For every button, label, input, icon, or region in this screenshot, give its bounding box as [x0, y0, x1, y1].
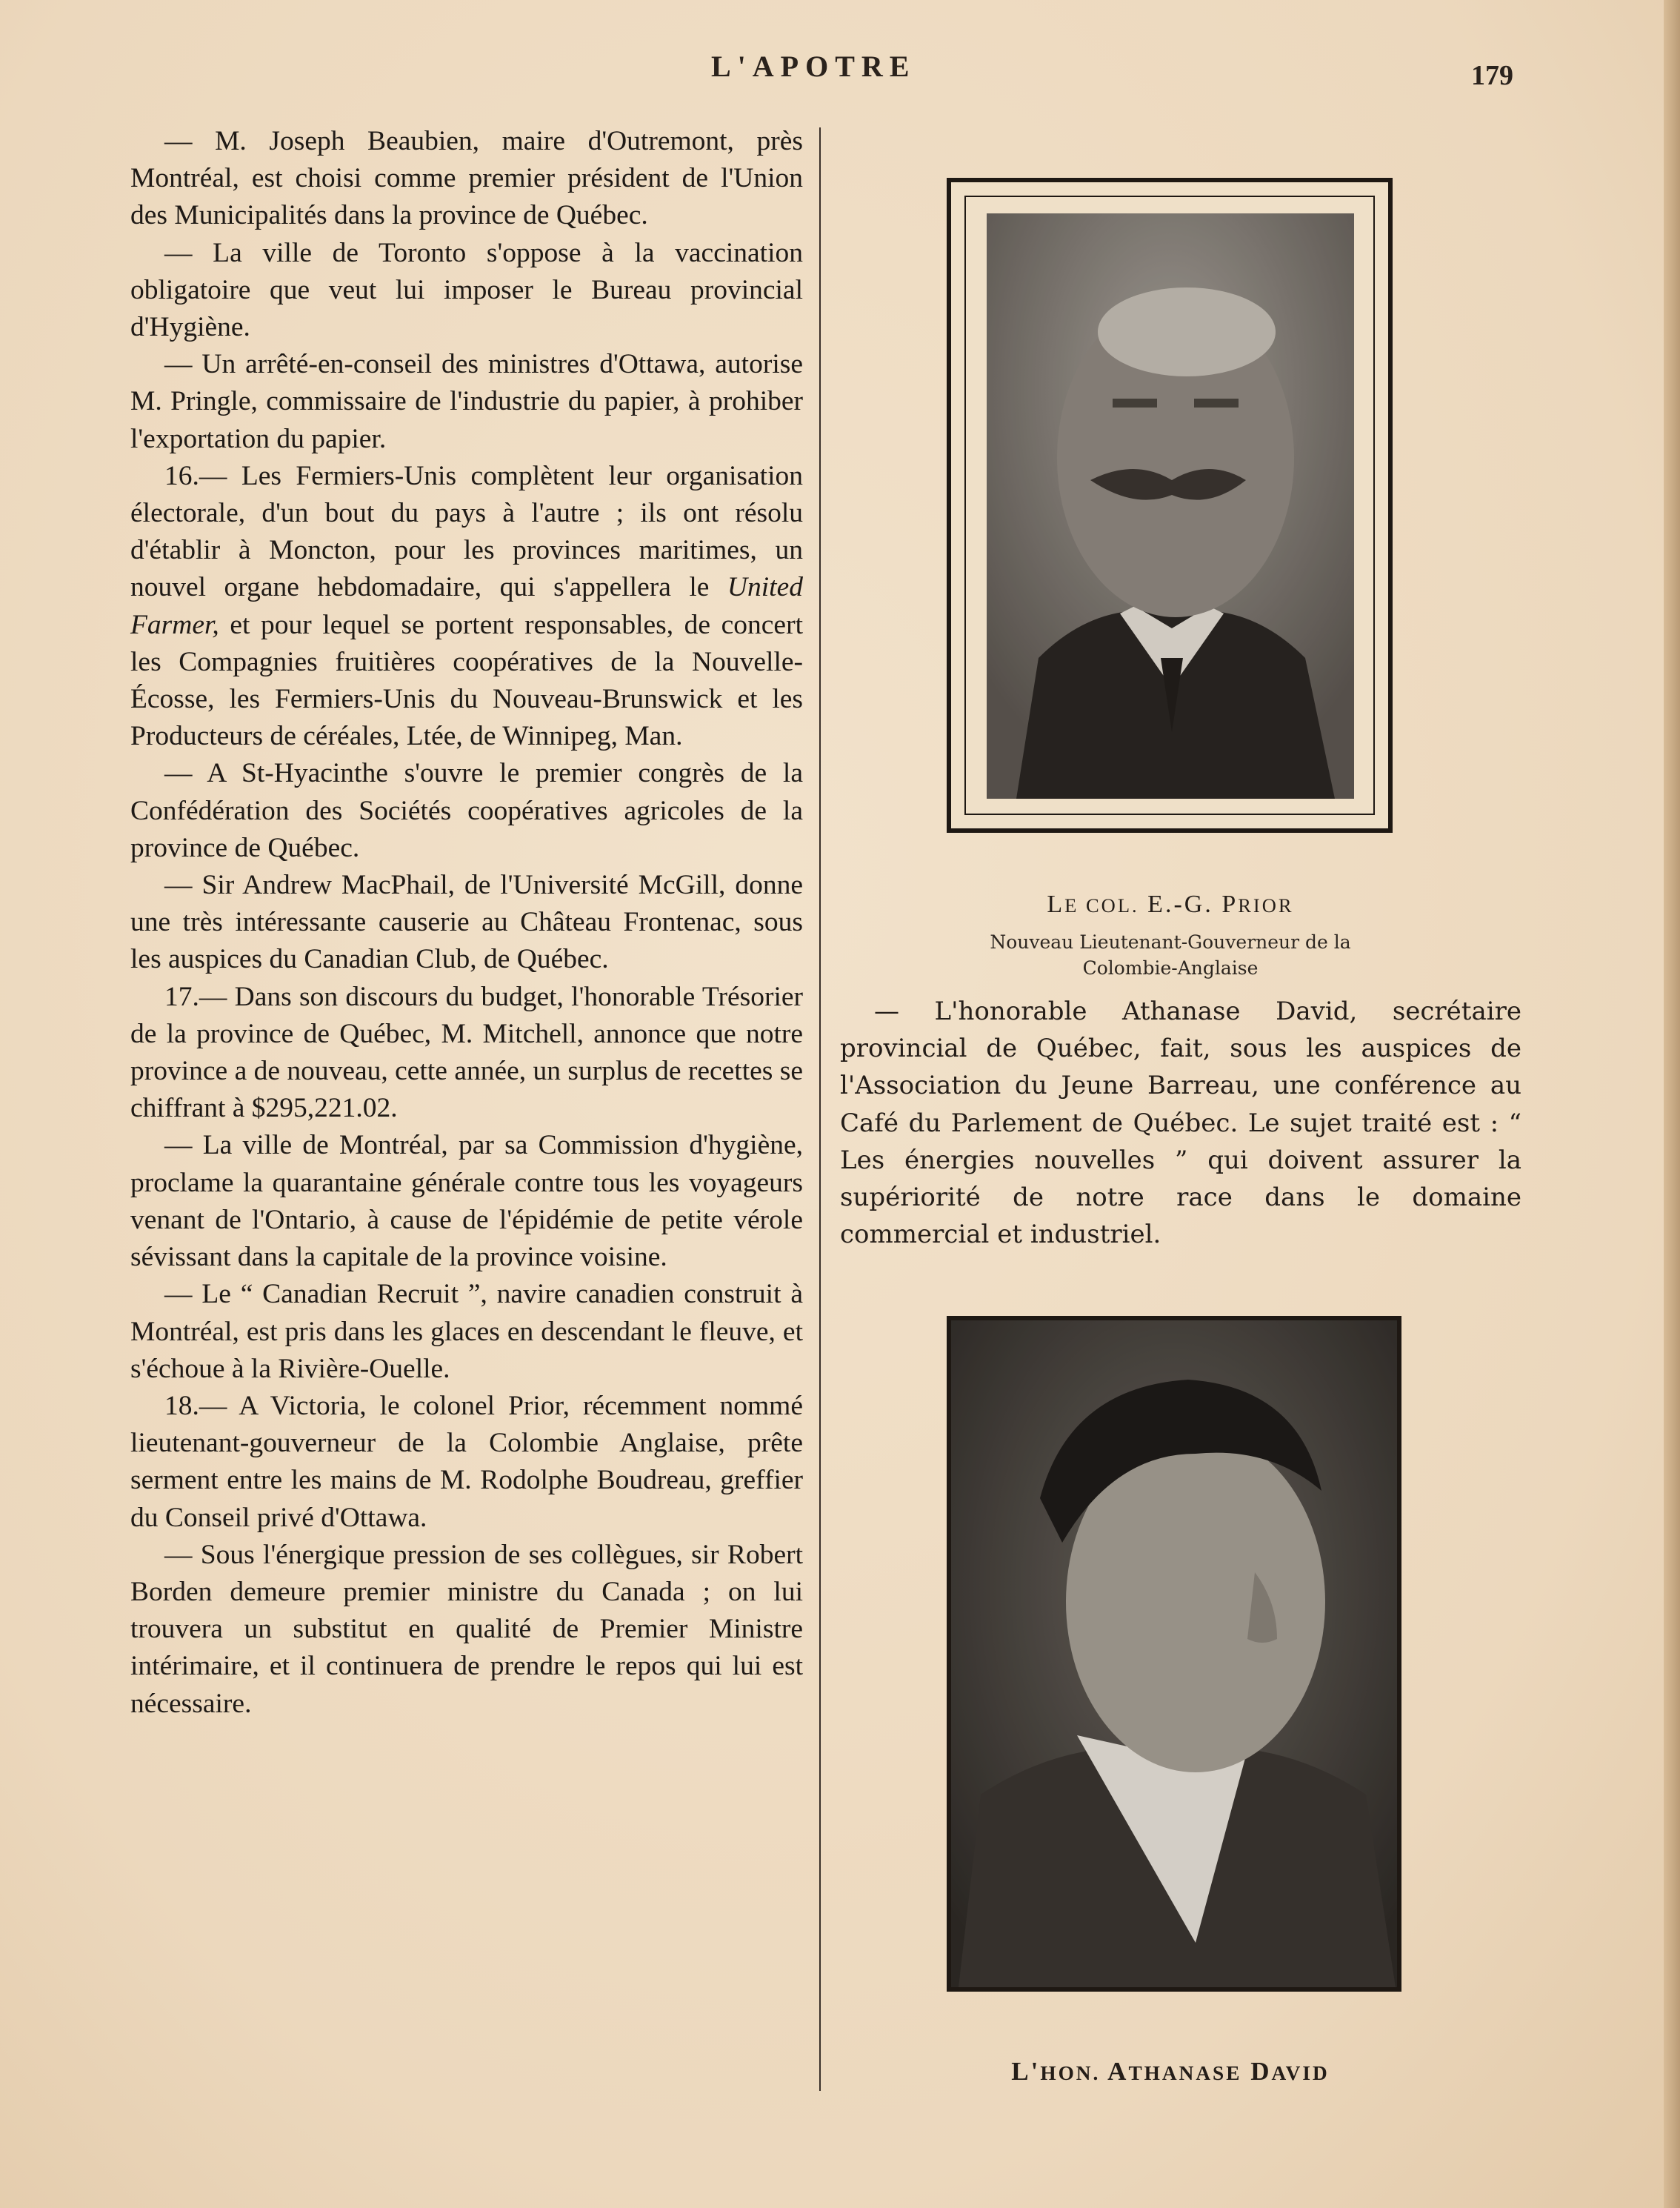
caption-david-avid: AVID	[1271, 2062, 1330, 2084]
caption-prior-rior: RIOR	[1238, 894, 1294, 917]
paragraph-toronto: — La ville de Toronto s'oppose à la vaccination obligatoire que veut lui imposer le Bureau provincial d'Hygiène.	[130, 237, 803, 343]
portrait-prior-frame	[947, 178, 1393, 833]
united-farmer-title: United Farmer,	[130, 572, 803, 640]
caption-prior-subtitle	[874, 929, 1467, 981]
right-text-column	[840, 993, 1521, 1253]
paragraph-athanase-david: — L'honorable Athanase David, secrétaire provincial de Québec, fait, sous les auspices de l'Association du Jeune Barreau, une conférence au Café du Parlement de Québec. Le sujet traité est : “ Les énergies nouvelles ” qui doivent assurer la supériorité de notre race dans le domaine commercial et industriel.	[840, 997, 1521, 1250]
fermiers-text-a: 16.— Les Fermiers-Unis complètent leur organisation électorale, d'un bout du pays à l'autre ; ils ont résolu d'établir à Moncton, pour les provinces maritimes, un nouvel organe hebdomadaire, qui s'appellera le	[130, 460, 803, 603]
paragraph-fermiers-unis	[130, 458, 803, 756]
caption-david-d: D	[1241, 2057, 1272, 2086]
paragraph-borden: — Sous l'énergique pression de ses collègues, sir Robert Borden demeure premier ministre du Canada ; on lui trouvera un substitut en qualité de Premier Ministre intérimaire, et il continuera de prendre le repos qui lui est nécessaire.	[130, 1539, 803, 1719]
caption-prior-le-col: E COL.	[1064, 894, 1139, 917]
caption-david-title	[867, 2057, 1474, 2086]
paragraph-macphail: — Sir Andrew MacPhail, de l'Université McGill, donne une très intéressante causerie au Château Frontenac, sous les auspices du Canadian Club, de Québec.	[130, 870, 803, 975]
running-head-title: L'APOTRE	[711, 50, 916, 83]
caption-david-hon: HON.	[1040, 2062, 1101, 2084]
paragraph-st-hyacinthe: — A St-Hyacinthe s'ouvre le premier congrès de la Confédération des Sociétés coopératives agricoles de la province de Québec.	[130, 758, 803, 863]
portrait-david-photo	[951, 1320, 1397, 1987]
caption-prior-sub-line2: Colombie-Anglaise	[1082, 957, 1259, 979]
paragraph-beaubien: — M. Joseph Beaubien, maire d'Outremont, près Montréal, est choisi comme premier président de l'Union des Municipalités dans la province de Québec.	[130, 126, 803, 231]
paragraph-victoria: 18.— A Victoria, le colonel Prior, récemment nommé lieutenant-gouverneur de la Colombie Anglaise, prête serment entre les mains de M. Rodolphe Boudreau, greffier du Conseil privé d'Ottawa.	[130, 1390, 803, 1533]
caption-david-l: L'	[1011, 2057, 1041, 2086]
paragraph-budget: 17.— Dans son discours du budget, l'honorable Trésorier de la province de Québec, M. Mitchell, annonce que notre province a de nouveau, cette année, un surplus de recettes se chiffrant à $295,221.02.	[130, 981, 803, 1124]
caption-prior-title	[874, 891, 1467, 919]
book-spine-edge	[1664, 0, 1680, 2208]
left-text-column	[130, 123, 803, 1723]
caption-prior-name: E.-G. P	[1139, 891, 1239, 918]
caption-prior-sub-line1: Nouveau Lieutenant-Gouverneur de la	[990, 931, 1351, 953]
paragraph-canadian-recruit: — Le “ Canadian Recruit ”, navire canadien construit à Montréal, est pris dans les glaces en descendant le fleuve, et s'échoue à la Rivière-Ouelle.	[130, 1279, 803, 1384]
portrait-prior-photo	[987, 213, 1354, 799]
column-divider	[819, 127, 821, 2091]
paragraph-quarantaine: — La ville de Montréal, par sa Commission d'hygiène, proclame la quarantaine générale contre tous les voyageurs venant de l'Ontario, à cause de l'épidémie de petite vérole sévissant dans la capitale de la province voisine.	[130, 1130, 803, 1273]
fermiers-text-b: et pour lequel se portent responsables, de concert les Compagnies fruitières coopératives de la Nouvelle-Écosse, les Fermiers-Unis du Nouveau-Brunswick et les Producteurs de céréales, Ltée, de Winnipeg, Man.	[130, 609, 803, 752]
caption-david-a: A	[1100, 2057, 1129, 2086]
caption-david-thanase: THANASE	[1128, 2062, 1242, 2084]
portrait-david-frame	[947, 1316, 1401, 1992]
caption-prior-l: L	[1047, 891, 1065, 918]
page-number: 179	[1471, 60, 1513, 91]
paragraph-pringle: — Un arrêté-en-conseil des ministres d'Ottawa, autorise M. Pringle, commissaire de l'industrie du papier, à prohiber l'exportation du papier.	[130, 349, 803, 454]
